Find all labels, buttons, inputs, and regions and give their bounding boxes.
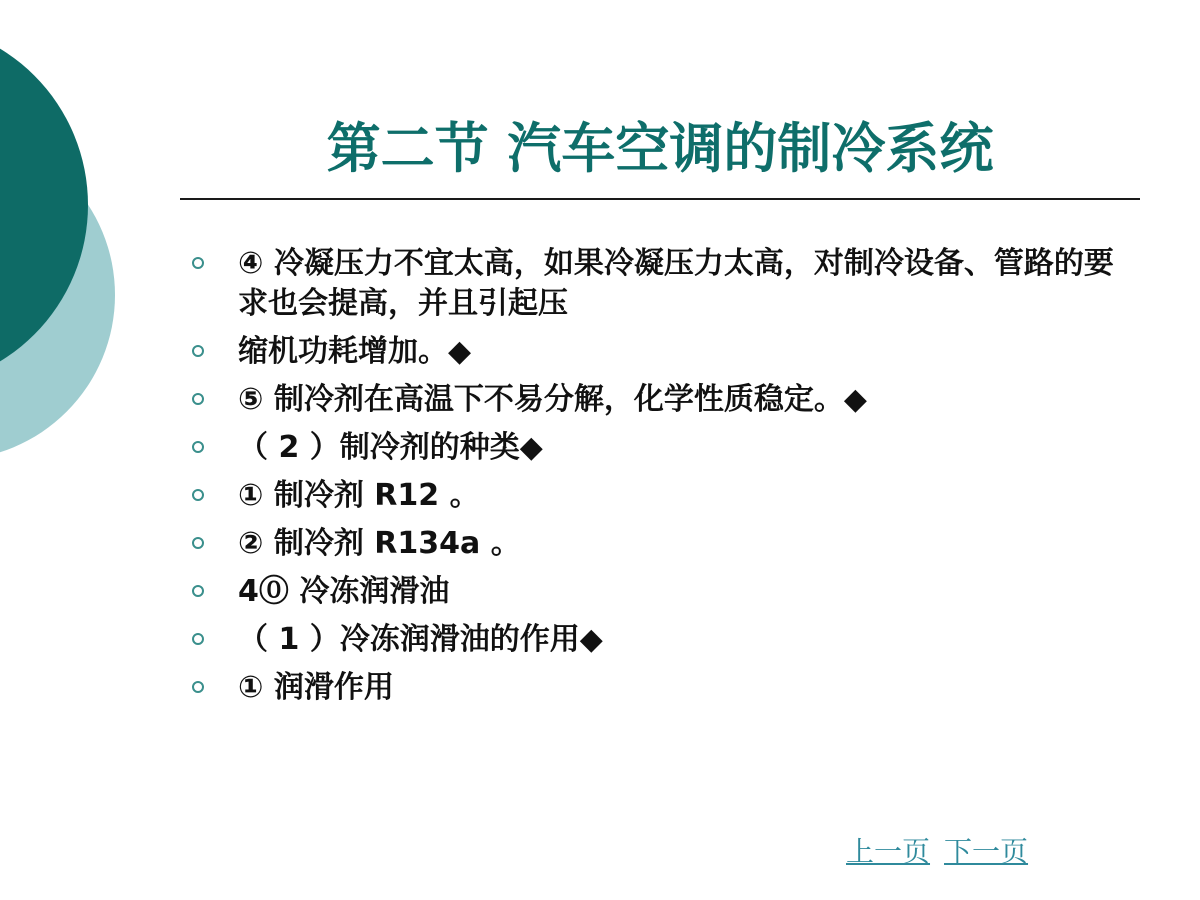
bullet-circle-icon [192, 537, 204, 549]
bullet-item [190, 476, 1140, 516]
title-divider [180, 198, 1140, 200]
bullet-circle-icon [192, 393, 204, 405]
bullet-item [190, 668, 1140, 708]
bullet-text: （ 1 ）冷冻润滑油的作用◆ [238, 622, 603, 657]
bullet-circle-icon [192, 489, 204, 501]
bullet-text: ② 制冷剂 R134a 。 [238, 526, 521, 561]
bullet-circle-icon [192, 633, 204, 645]
slide-title: 第二节 汽车空调的制冷系统 [326, 117, 994, 180]
bullet-text: 4⓪ 冷冻润滑油 [238, 574, 450, 609]
bullet-text: （ 2 ）制冷剂的种类◆ [238, 430, 543, 465]
bullet-text: ① 制冷剂 R12 。 [238, 478, 480, 513]
bullet-list [190, 244, 1140, 716]
bullet-text: 缩机功耗增加。◆ [238, 334, 472, 369]
bullet-circle-icon [192, 585, 204, 597]
next-page-link[interactable]: 下一页 [944, 835, 1029, 868]
bullet-text: ④ 冷凝压力不宜太高，如果冷凝压力太高，对制冷设备、管路的要求也会提高，并且引起压 [238, 246, 1114, 321]
bullet-circle-icon [192, 257, 204, 269]
dark-teal-circle [0, 22, 88, 388]
bullet-item [190, 428, 1140, 468]
bullet-item [190, 572, 1140, 612]
bullet-circle-icon [192, 345, 204, 357]
bullet-circle-icon [192, 681, 204, 693]
bullet-item [190, 524, 1140, 564]
bullet-item [190, 380, 1140, 420]
bullet-item [190, 244, 1140, 324]
bullet-item [190, 620, 1140, 660]
light-teal-circle [0, 130, 115, 460]
bullet-text: ① 润滑作用 [238, 670, 394, 705]
previous-page-link[interactable]: 上一页 [846, 835, 931, 868]
bullet-circle-icon [192, 441, 204, 453]
bullet-item [190, 332, 1140, 372]
bullet-text: ⑤ 制冷剂在高温下不易分解，化学性质稳定。◆ [238, 382, 867, 417]
slide-navigation [846, 834, 1028, 870]
